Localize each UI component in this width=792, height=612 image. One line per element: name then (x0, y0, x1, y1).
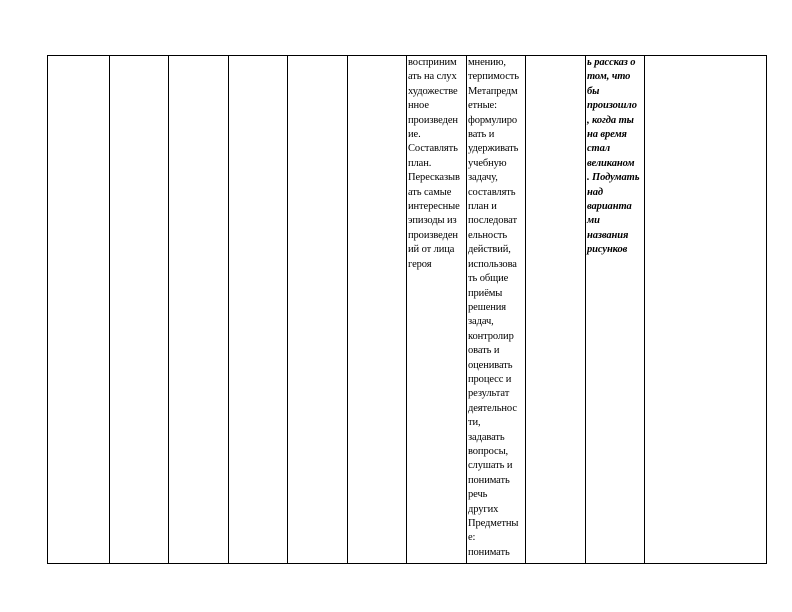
table-cell-3 (169, 56, 229, 564)
table-cell-11 (645, 56, 767, 564)
table-cell-activities (407, 56, 467, 564)
table-cell-homework (586, 56, 645, 564)
table-row (48, 56, 767, 564)
student-activities-text: восприним ать на слух художестве нное произведен ие. Составлять план. Пересказыв ать самые интересные эпизоды из произведен ий от лица героя (408, 57, 460, 270)
table-cell-9 (526, 56, 586, 564)
learning-outcomes-text: мнению, терпимость Метапредм етные: формулиро вать и удерживать учебную задачу, составлять план и последоват ельность действий, использова ть общие приёмы решения задач, контролир овать и оценивать процесс и результат деятельнос ти, задавать вопросы, слушать и понимать речь других Предметны е: понимать (468, 57, 519, 558)
table-cell-1 (48, 56, 110, 564)
table-cell-2 (110, 56, 169, 564)
table-cell-outcomes (467, 56, 526, 564)
homework-text: ь рассказ о том, что бы произошло , когда ты на время стал великаном . Подумать над вариантa ми названия рисунков (587, 57, 640, 256)
table-cell-5 (288, 56, 348, 564)
table-cell-4 (229, 56, 288, 564)
table-cell-6 (348, 56, 407, 564)
lesson-plan-table (47, 55, 767, 564)
